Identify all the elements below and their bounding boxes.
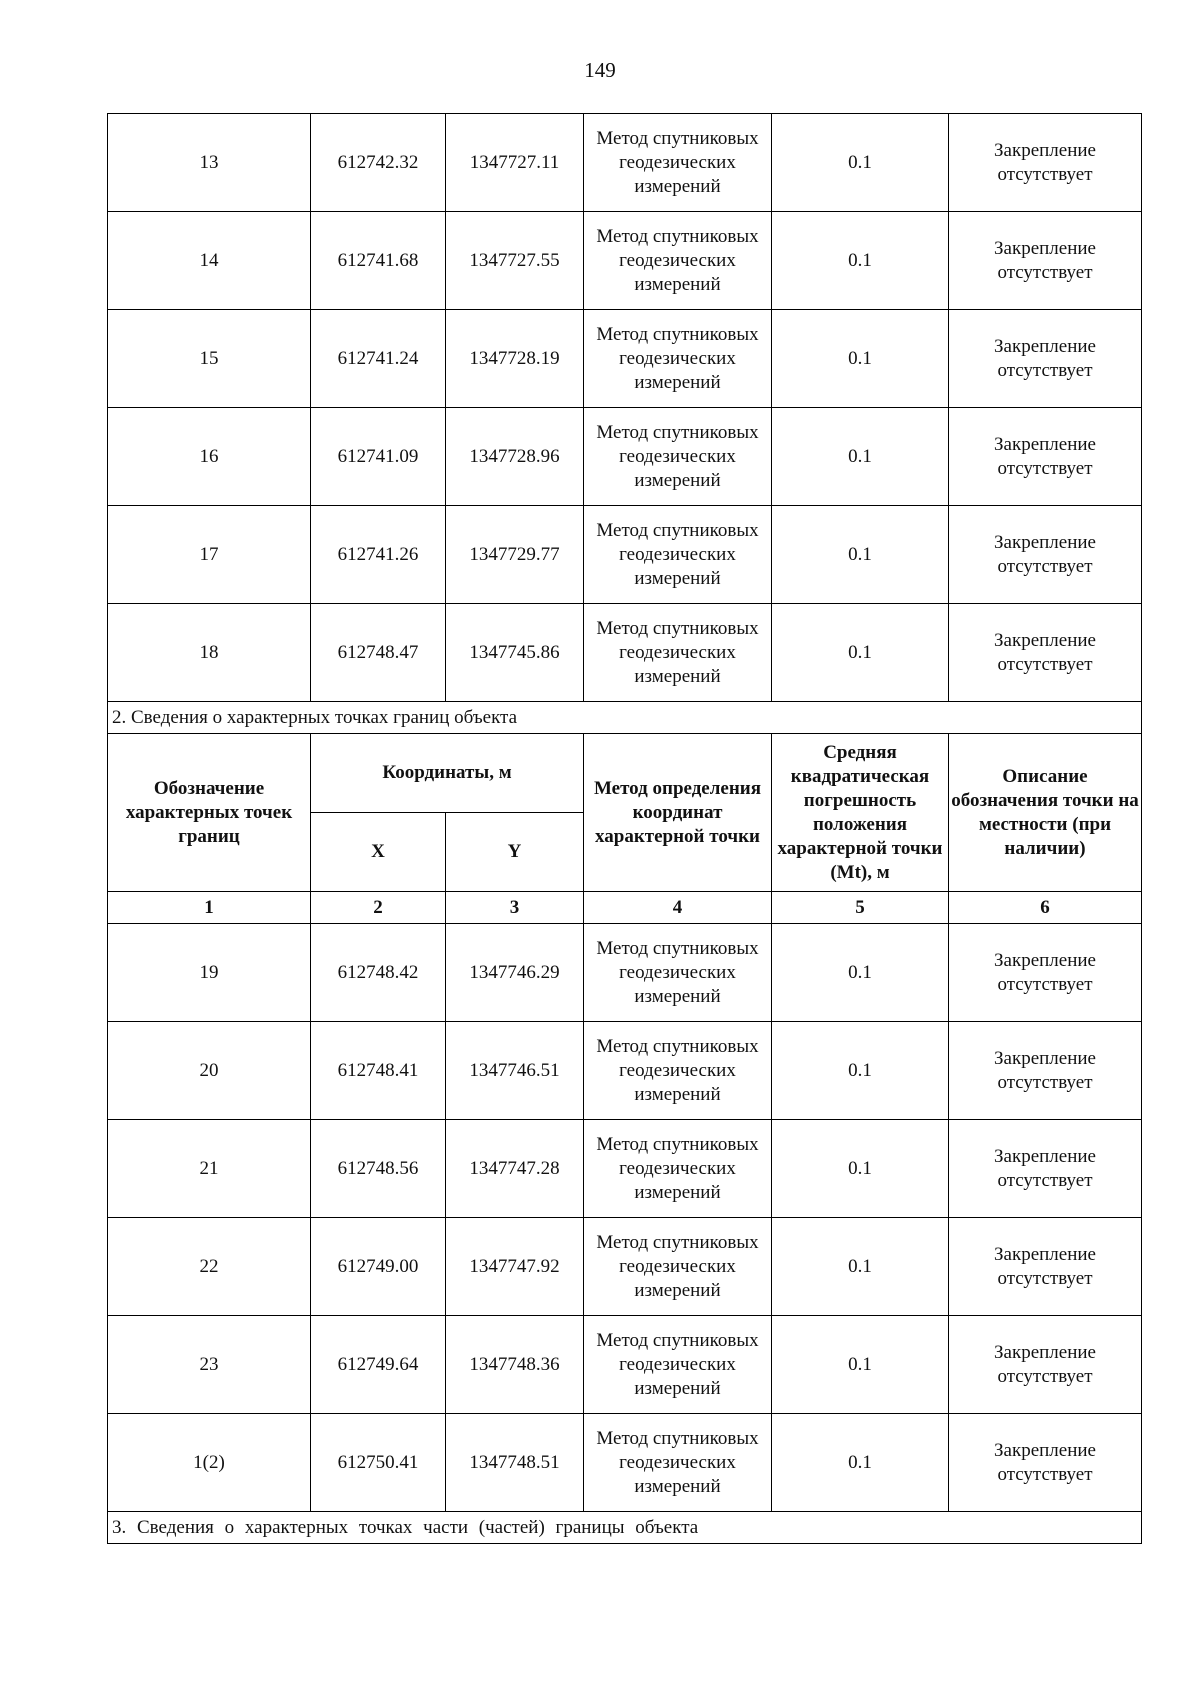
table-row [108,1316,1142,1414]
description-cell: Закрепление отсутствует [949,924,1142,1022]
table-row [108,114,1142,212]
table-row [108,506,1142,604]
y-coordinate-cell: 1347746.51 [446,1022,584,1120]
x-coordinate-cell: 612748.42 [311,924,446,1022]
description-cell: Закрепление отсутствует [949,506,1142,604]
description-cell: Закрепление отсутствует [949,114,1142,212]
y-coordinate-cell: 1347728.19 [446,310,584,408]
table-section-3 [108,1512,1142,1544]
x-coordinate-cell: 612742.32 [311,114,446,212]
method-cell: Метод спутниковых геодезических измерений [584,1120,772,1218]
point-cell: 21 [108,1120,311,1218]
description-cell: Закрепление отсутствует [949,1022,1142,1120]
point-cell: 1(2) [108,1414,311,1512]
y-coordinate-cell: 1347727.11 [446,114,584,212]
header-number: 3 [446,892,584,924]
method-cell: Метод спутниковых геодезических измерений [584,924,772,1022]
mt-cell: 0.1 [772,1218,949,1316]
table-section-2 [108,702,1142,924]
header-number: 4 [584,892,772,924]
section-2-title: 2. Сведения о характерных точках границ объекта [108,702,1142,734]
point-cell: 15 [108,310,311,408]
page-number: 149 [584,58,616,82]
description-cell: Закрепление отсутствует [949,1120,1142,1218]
description-cell: Закрепление отсутствует [949,408,1142,506]
description-cell: Закрепление отсутствует [949,212,1142,310]
method-cell: Метод спутниковых геодезических измерений [584,1316,772,1414]
method-cell: Метод спутниковых геодезических измерений [584,506,772,604]
y-coordinate-cell: 1347728.96 [446,408,584,506]
table-row [108,924,1142,1022]
point-cell: 16 [108,408,311,506]
mt-cell: 0.1 [772,1120,949,1218]
header-number: 2 [311,892,446,924]
x-coordinate-cell: 612741.24 [311,310,446,408]
mt-cell: 0.1 [772,1022,949,1120]
mt-cell: 0.1 [772,1414,949,1512]
y-coordinate-cell: 1347748.51 [446,1414,584,1512]
mt-cell: 0.1 [772,408,949,506]
table-row [108,1022,1142,1120]
description-cell: Закрепление отсутствует [949,1218,1142,1316]
y-coordinate-cell: 1347747.92 [446,1218,584,1316]
method-cell: Метод спутниковых геодезических измерений [584,1414,772,1512]
mt-cell: 0.1 [772,604,949,702]
x-coordinate-cell: 612749.00 [311,1218,446,1316]
point-cell: 14 [108,212,311,310]
table-row [108,604,1142,702]
point-cell: 19 [108,924,311,1022]
point-cell: 13 [108,114,311,212]
y-coordinate-cell: 1347727.55 [446,212,584,310]
y-coordinate-cell: 1347747.28 [446,1120,584,1218]
x-coordinate-cell: 612750.41 [311,1414,446,1512]
header-description: Описание обозначения точки на местности (при наличии) [949,734,1142,892]
mt-cell: 0.1 [772,924,949,1022]
method-cell: Метод спутниковых геодезических измерений [584,212,772,310]
method-cell: Метод спутниковых геодезических измерений [584,310,772,408]
mt-cell: 0.1 [772,212,949,310]
table-row [108,212,1142,310]
header-method: Метод определения координат характерной точки [584,734,772,892]
description-cell: Закрепление отсутствует [949,1316,1142,1414]
description-cell: Закрепление отсутствует [949,1414,1142,1512]
header-x: X [311,813,446,892]
table-row [108,1218,1142,1316]
method-cell: Метод спутниковых геодезических измерений [584,1218,772,1316]
y-coordinate-cell: 1347746.29 [446,924,584,1022]
header-number: 1 [108,892,311,924]
table-row [108,310,1142,408]
header-mt: Средняя квадратическая погрешность положения характерной точки (Mt), м [772,734,949,892]
y-coordinate-cell: 1347745.86 [446,604,584,702]
header-number: 5 [772,892,949,924]
table-body-part1 [108,114,1142,702]
x-coordinate-cell: 612741.26 [311,506,446,604]
point-cell: 17 [108,506,311,604]
point-cell: 20 [108,1022,311,1120]
x-coordinate-cell: 612741.09 [311,408,446,506]
point-cell: 23 [108,1316,311,1414]
x-coordinate-cell: 612748.41 [311,1022,446,1120]
y-coordinate-cell: 1347748.36 [446,1316,584,1414]
mt-cell: 0.1 [772,506,949,604]
x-coordinate-cell: 612748.47 [311,604,446,702]
mt-cell: 0.1 [772,310,949,408]
x-coordinate-cell: 612748.56 [311,1120,446,1218]
description-cell: Закрепление отсутствует [949,310,1142,408]
point-cell: 22 [108,1218,311,1316]
method-cell: Метод спутниковых геодезических измерений [584,604,772,702]
description-cell: Закрепление отсутствует [949,604,1142,702]
table-row [108,1120,1142,1218]
header-point-designation: Обозначение характерных точек границ [108,734,311,892]
table-row [108,1414,1142,1512]
mt-cell: 0.1 [772,1316,949,1414]
x-coordinate-cell: 612741.68 [311,212,446,310]
mt-cell: 0.1 [772,114,949,212]
section-3-title: 3. Сведения о характерных точках части (частей) границы объекта [108,1512,1142,1544]
x-coordinate-cell: 612749.64 [311,1316,446,1414]
header-coordinates: Координаты, м [311,734,584,813]
header-number: 6 [949,892,1142,924]
method-cell: Метод спутниковых геодезических измерений [584,408,772,506]
y-coordinate-cell: 1347729.77 [446,506,584,604]
table-row [108,408,1142,506]
method-cell: Метод спутниковых геодезических измерений [584,114,772,212]
table-body-part2 [108,924,1142,1512]
point-cell: 18 [108,604,311,702]
coordinates-table [107,113,1142,1544]
header-y: Y [446,813,584,892]
method-cell: Метод спутниковых геодезических измерений [584,1022,772,1120]
